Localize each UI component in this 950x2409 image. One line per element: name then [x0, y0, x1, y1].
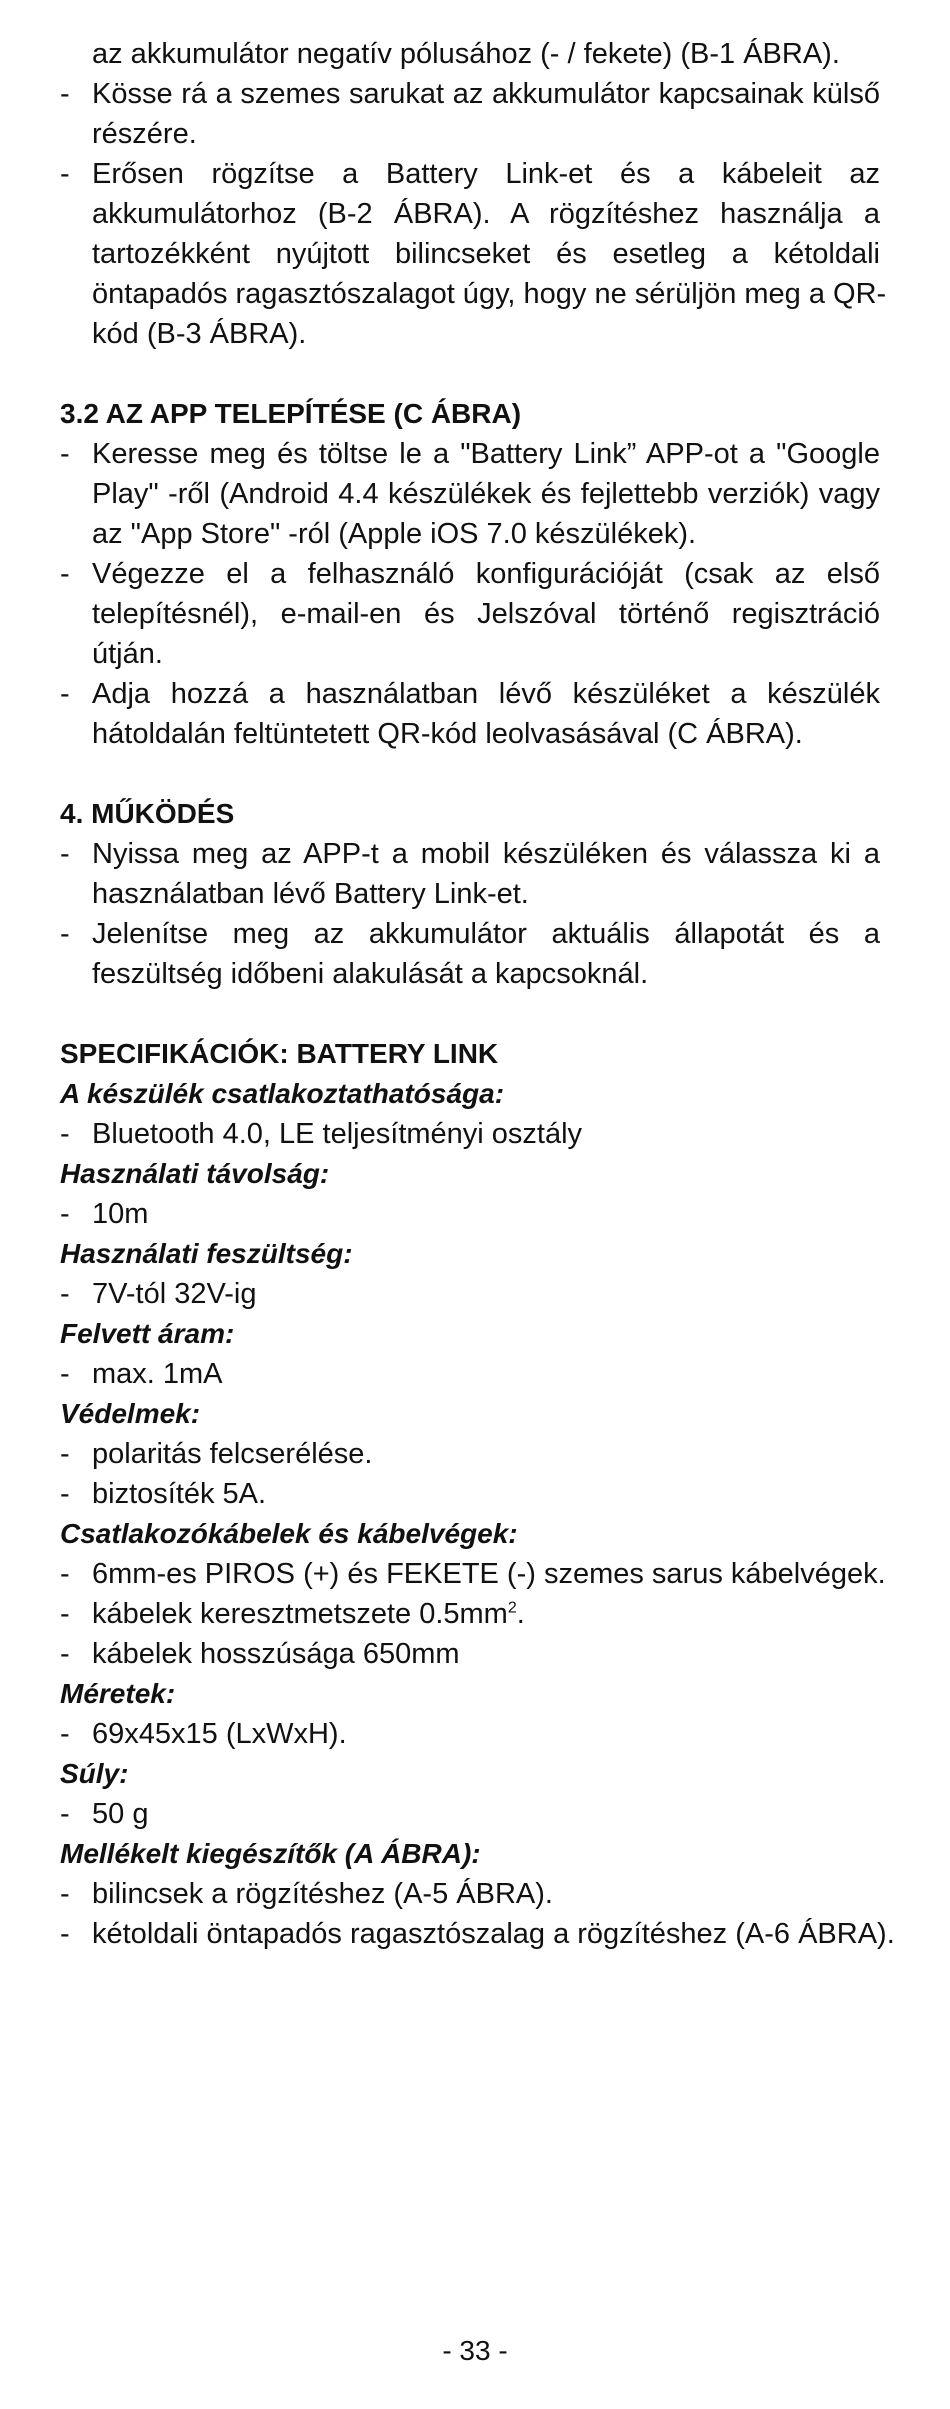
- bullet-dash: -: [60, 1278, 70, 1310]
- spec-label: Súly:: [60, 1758, 129, 1789]
- text-line: Keresse meg és töltse le a "Battery Link” APP-ot a "Google: [92, 438, 880, 470]
- bullet-dash: -: [60, 1598, 70, 1630]
- spec-value: 7V-tól 32V-ig: [92, 1278, 257, 1310]
- text-line: részére.: [92, 118, 197, 150]
- bullet-dash: -: [60, 438, 70, 470]
- cross-section-text: kábelek keresztmetszete 0.5mm: [92, 1598, 508, 1630]
- bullet-dash: -: [60, 1118, 70, 1150]
- text-line: akkumulátorhoz (B-2 ÁBRA). A rögzítéshez használja a: [92, 198, 880, 230]
- section-operation: [60, 794, 880, 994]
- spec-value: kétoldali öntapadós ragasztószalag a rögzítéshez (A-6 ÁBRA).: [92, 1918, 895, 1950]
- spec-value: [92, 1594, 880, 1634]
- spec-item: [60, 1794, 880, 1834]
- text-line: használatban lévő Battery Link-et.: [92, 878, 529, 910]
- text-line: Végezze el a felhasználó konfigurációját (csak az első: [92, 558, 880, 590]
- spec-item: [60, 1354, 880, 1394]
- list-item: [60, 434, 880, 554]
- list-item: [60, 914, 880, 994]
- spec-value: biztosíték 5A.: [92, 1478, 267, 1510]
- bullet-dash: -: [60, 1638, 70, 1670]
- text-line: kód (B-3 ÁBRA).: [92, 318, 307, 350]
- spec-item: [60, 1194, 880, 1234]
- text-line: útján.: [92, 638, 163, 670]
- bullet-dash: -: [60, 838, 70, 870]
- section-heading: SPECIFIKÁCIÓK: BATTERY LINK: [60, 1038, 499, 1069]
- bullet-dash: -: [60, 558, 70, 590]
- cross-section-tail: .: [516, 1598, 525, 1630]
- text-line: hátoldalán feltüntetett QR-kód leolvasásával (C ÁBRA).: [92, 718, 803, 750]
- spec-item: [60, 1914, 895, 1954]
- spec-item: [60, 1114, 880, 1154]
- spec-item: [60, 1434, 880, 1474]
- spec-value: bilincsek a rögzítéshez (A-5 ÁBRA).: [92, 1878, 553, 1910]
- continuation-line: az akkumulátor negatív pólusához (- / fekete) (B-1 ÁBRA).: [92, 38, 840, 70]
- bullet-dash: -: [60, 1198, 70, 1230]
- section-app-install: [60, 394, 880, 754]
- spec-value: kábelek hosszúsága 650mm: [92, 1638, 460, 1670]
- page-number: - 33 -: [442, 2335, 508, 2366]
- text-line: Adja hozzá a használatban lévő készüléket a készülék: [92, 678, 880, 710]
- bullet-dash: -: [60, 1358, 70, 1390]
- bullet-dash: -: [60, 918, 70, 950]
- spec-item: [60, 1554, 886, 1594]
- text-line: tartozékként nyújtott bilincseket és esetleg a kétoldali: [92, 238, 880, 270]
- list-item: [60, 834, 880, 914]
- text-line: az "App Store" -ról (Apple iOS 7.0 készülékek).: [92, 518, 697, 550]
- bullet-dash: -: [60, 1478, 70, 1510]
- spec-item: [60, 1474, 880, 1514]
- bullet-dash: -: [60, 1798, 70, 1830]
- spec-value: 6mm-es PIROS (+) és FEKETE (-) szemes sarus kábelvégek.: [92, 1558, 886, 1590]
- text-line: öntapadós ragasztószalagot úgy, hogy ne sérüljön meg a QR-: [92, 278, 887, 310]
- spec-label: A készülék csatlakoztathatósága:: [60, 1078, 505, 1109]
- list-item: [60, 674, 880, 754]
- manual-page: [60, 34, 895, 1954]
- spec-label: Használati feszültség:: [60, 1238, 353, 1269]
- text-line: Nyissa meg az APP-t a mobil készüléken és válassza ki a: [92, 838, 880, 870]
- list-item: [60, 154, 887, 354]
- spec-value: 50 g: [92, 1798, 149, 1830]
- spec-label: Csatlakozókábelek és kábelvégek:: [60, 1518, 518, 1549]
- text-line: Erősen rögzítse a Battery Link-et és a kábeleit az: [92, 158, 880, 190]
- spec-label: Védelmek:: [60, 1398, 201, 1429]
- spec-value: 10m: [92, 1198, 149, 1230]
- bullet-dash: -: [60, 1558, 70, 1590]
- spec-label: Méretek:: [60, 1678, 176, 1709]
- bullet-dash: -: [60, 78, 70, 110]
- spec-value: polaritás felcserélése.: [92, 1438, 373, 1470]
- list-item: [60, 554, 880, 674]
- spec-item: [60, 1874, 880, 1914]
- bullet-dash: -: [60, 678, 70, 710]
- text-line: Play" -ről (Android 4.4 készülékek és fejlettebb verziók) vagy: [92, 478, 880, 510]
- spec-item: [60, 1634, 880, 1674]
- spec-label: Mellékelt kiegészítők (A ÁBRA):: [60, 1838, 481, 1869]
- text-line: Jelenítse meg az akkumulátor aktuális állapotát és a: [92, 918, 880, 950]
- bullet-dash: -: [60, 1878, 70, 1910]
- section-heading: 3.2 AZ APP TELEPÍTÉSE (C ÁBRA): [60, 398, 522, 429]
- list-item: [60, 74, 880, 154]
- text-line: telepítésnél), e-mail-en és Jelszóval történő regisztráció: [92, 598, 880, 630]
- bullet-dash: -: [60, 1718, 70, 1750]
- spec-value: Bluetooth 4.0, LE teljesítményi osztály: [92, 1118, 583, 1150]
- text-line: feszültség időbeni alakulását a kapcsoknál.: [92, 958, 649, 990]
- spec-label: Felvett áram:: [60, 1318, 235, 1349]
- bullet-dash: -: [60, 1918, 70, 1950]
- text-line: Kösse rá a szemes sarukat az akkumulátor kapcsainak külső: [92, 78, 880, 110]
- spec-item: [60, 1274, 880, 1314]
- bullet-dash: -: [60, 1438, 70, 1470]
- bullet-dash: -: [60, 158, 70, 190]
- section-specifications: [60, 1034, 895, 1954]
- spec-item: [60, 1714, 880, 1754]
- section-heading: 4. MŰKÖDÉS: [60, 798, 235, 829]
- spec-value: max. 1mA: [92, 1358, 223, 1390]
- section-b: [60, 34, 887, 354]
- spec-label: Használati távolság:: [60, 1158, 330, 1189]
- spec-value: 69x45x15 (LxWxH).: [92, 1718, 347, 1750]
- spec-item: [60, 1594, 880, 1634]
- superscript: 2: [507, 1599, 517, 1617]
